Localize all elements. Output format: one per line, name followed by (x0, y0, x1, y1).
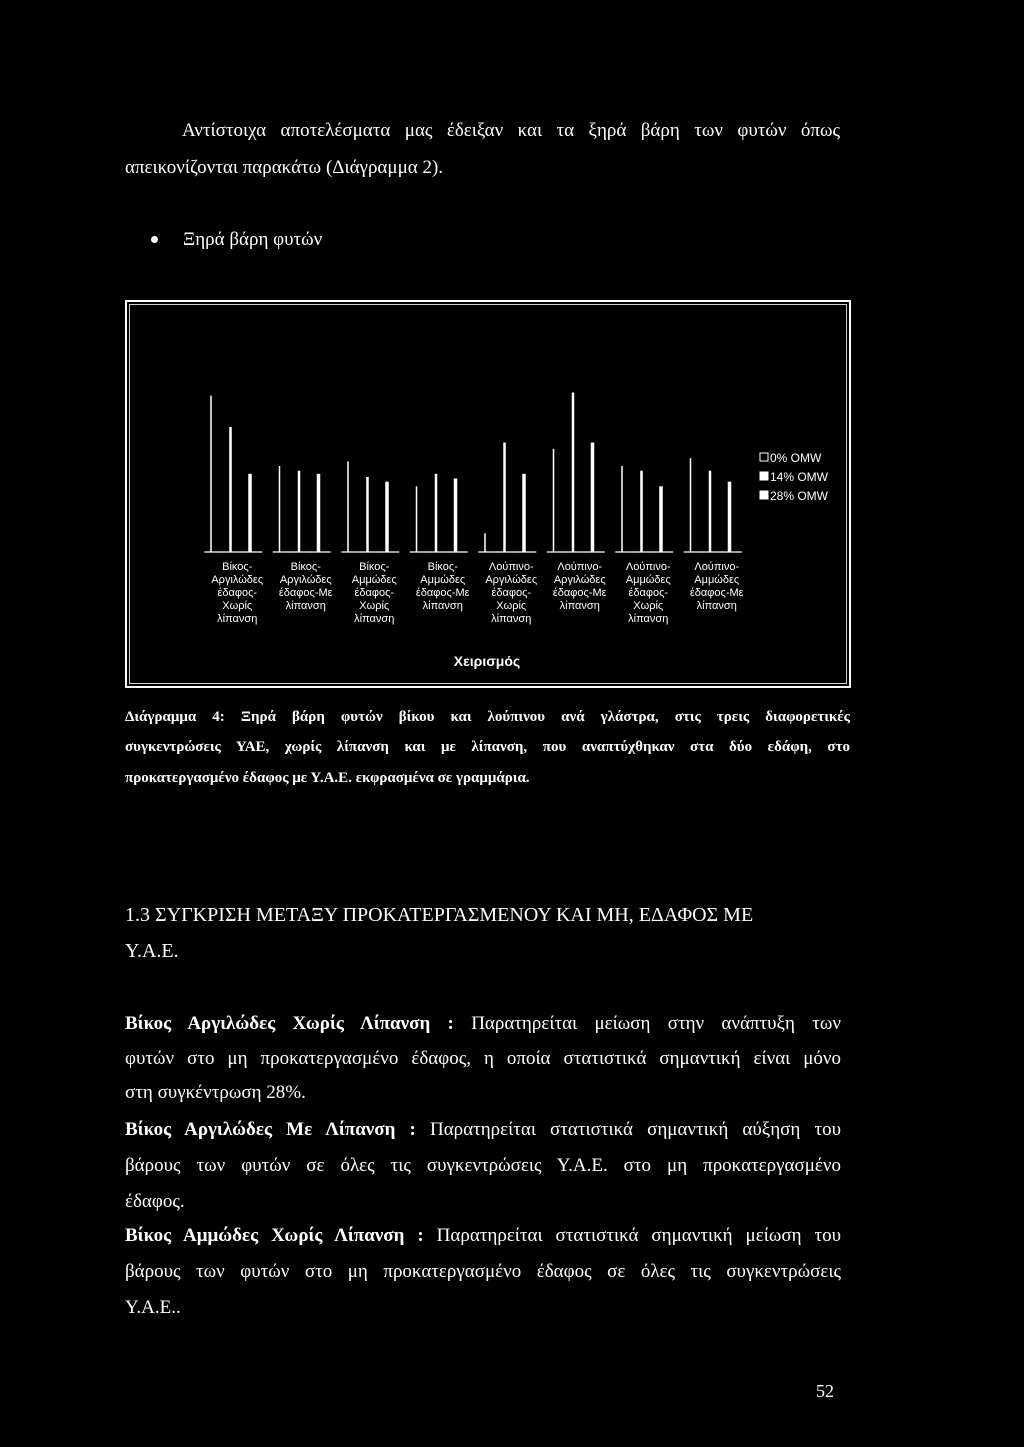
caption-line-3: προκατεργασμένο έδαφος με Υ.Α.Ε. εκφρασμένα σε γραμμάρια. (125, 770, 530, 786)
finding-3-title: Βίκος Αμμώδες Χωρίς Λίπανση : (125, 1225, 424, 1246)
finding-1-title: Βίκος Αργιλώδες Χωρίς Λίπανση : (125, 1013, 454, 1034)
finding-2-title: Βίκος Αργιλώδες Με Λίπανση : (125, 1119, 416, 1140)
section-heading-line-2: Υ.Α.Ε. (125, 940, 179, 962)
bar-0-2 (248, 474, 252, 552)
category-label-5: Λούπινο-Αργιλώδες έδαφος-Με λίπανση (552, 561, 607, 612)
bar-0-1 (229, 427, 232, 552)
bar-7-1 (709, 471, 712, 552)
bar-7-2 (728, 482, 732, 552)
bar-5-0 (553, 449, 555, 552)
category-label-0: Βίκος-Αργιλώδες έδαφος-Χωρίς λίπανση (211, 561, 264, 625)
bar-6-0 (621, 466, 623, 552)
finding-1-line-3: στη συγκέντρωση 28%. (125, 1082, 306, 1103)
bar-0-0 (210, 396, 212, 552)
bar-4-1 (503, 443, 506, 552)
category-label-2: Βίκος-Αμμώδες έδαφος-Χωρίς λίπανση (351, 561, 397, 625)
bar-2-2 (385, 482, 389, 552)
finding-1-text: Παρατηρείται μείωση στην ανάπτυξη των (471, 1013, 841, 1034)
bar-3-0 (416, 486, 418, 552)
section-heading-line-1: 1.3 ΣΥΓΚΡΙΣΗ ΜΕΤΑΞΥ ΠΡΟΚΑΤΕΡΓΑΣΜΕΝΟΥ ΚΑΙ ΜΗ, ΕΔΑΦΟΣ ΜΕ (125, 904, 754, 926)
bar-3-2 (454, 479, 458, 552)
finding-3-line-2: βάρους των φυτών στο μη προκατεργασμένο έδαφος σε όλες τις συγκεντρώσεις (125, 1261, 841, 1282)
bar-1-0 (279, 466, 281, 552)
chart-frame (125, 300, 851, 688)
intro-line-1: Αντίστοιχα αποτελέσματα μας έδειξαν και τα ξηρά βάρη των φυτών όπως (182, 120, 840, 141)
bar-1-2 (317, 474, 321, 552)
page-number: 52 (816, 1381, 834, 1401)
category-label-1: Βίκος-Αργιλώδες έδαφος-Με λίπανση (278, 561, 333, 612)
bar-1-1 (298, 471, 301, 552)
finding-1-line-2: φυτών στο μη προκατεργασμένο έδαφος, η οποία στατιστικά σημαντική είναι μόνο (125, 1048, 841, 1069)
caption-line-1: Διάγραμμα 4: Ξηρά βάρη φυτών βίκου και λούπινου ανά γλάστρα, στις τρεις διαφορετικές (125, 709, 850, 725)
bar-4-0 (484, 533, 486, 552)
bar-4-2 (522, 474, 526, 552)
bullet-icon (151, 236, 158, 243)
bar-7-0 (690, 458, 692, 552)
finding-2-line-1 (125, 1120, 841, 1139)
finding-2-text: Παρατηρείται στατιστικά σημαντική αύξηση του (429, 1119, 841, 1140)
bar-2-1 (366, 477, 369, 552)
category-label-7: Λούπινο-Αμμώδες έδαφος-Με λίπανση (689, 561, 744, 612)
caption-line-2: συγκεντρώσεις ΥΑΕ, χωρίς λίπανση και με λίπανση, που αναπτύχθηκαν στα δύο εδάφη, στο (125, 739, 850, 755)
bar-6-1 (640, 471, 643, 552)
finding-3-line-3: Υ.Α.Ε.. (125, 1297, 181, 1318)
bar-6-2 (659, 486, 663, 552)
category-label-6: Λούπινο-Αμμώδες έδαφος-Χωρίς λίπανση (625, 561, 671, 625)
finding-1-line-1 (125, 1014, 841, 1033)
bar-5-2 (591, 443, 595, 552)
legend-swatch-1 (760, 472, 768, 480)
x-axis-label: Χειρισμός (453, 653, 521, 669)
chart-svg (127, 302, 849, 686)
legend-swatch-0 (760, 453, 768, 461)
legend (760, 451, 829, 503)
bar-5-1 (572, 393, 575, 552)
finding-2-line-3: έδαφος. (125, 1191, 185, 1212)
legend-swatch-2 (760, 491, 768, 499)
finding-3-text: Παρατηρείται στατιστικά σημαντική μείωση του (436, 1225, 841, 1246)
legend-label-0: 0% OMW (770, 451, 822, 465)
bar-3-1 (435, 474, 438, 552)
bar-2-0 (347, 461, 349, 552)
finding-3-line-1 (125, 1226, 841, 1245)
category-label-3: Βίκος-Αμμώδες έδαφος-Με λίπανση (415, 561, 470, 612)
legend-label-1: 14% OMW (770, 470, 829, 484)
intro-line-2: απεικονίζονται παρακάτω (Διάγραμμα 2). (125, 157, 444, 178)
legend-label-2: 28% OMW (770, 489, 829, 503)
bullet-label: Ξηρά βάρη φυτών (183, 229, 323, 250)
finding-2-line-2: βάρους των φυτών σε όλες τις συγκεντρώσεις Υ.Α.Ε. στο μη προκατεργασμένο (125, 1155, 841, 1176)
category-label-4: Λούπινο-Αργιλώδες έδαφος-Χωρίς λίπανση (485, 561, 538, 625)
